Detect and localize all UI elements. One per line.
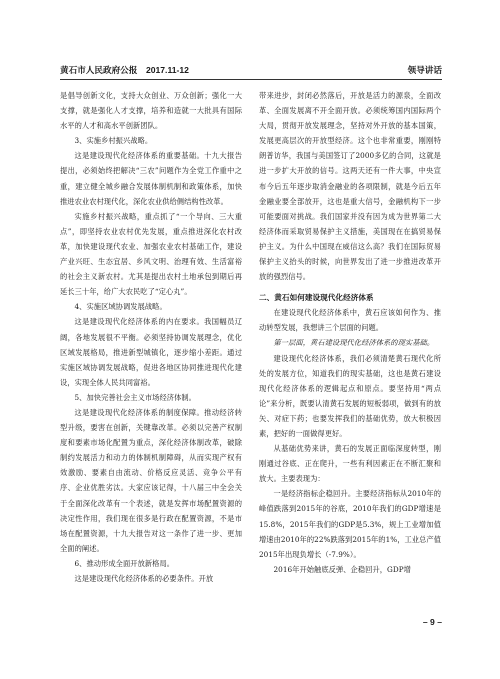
header-rule <box>60 79 442 80</box>
right-column <box>259 88 441 577</box>
section-label: 领导讲话 <box>407 65 442 75</box>
page-header <box>60 64 442 78</box>
paragraph: 这是建设现代化经济体系的重要基础。十九大报告提出，必须始终把解决“三农”问题作为全党工作重中之重，建立健全城乡融合发展体制机制和政策体系，加快推进农业农村现代化，深化农业供给侧结构性改革。 <box>60 151 242 206</box>
paragraph: 建设现代化经济体系，我们必须清楚黄石现代化所处的发展方位，知道我们的现实基础，这也是黄石建设现代化经济体系的逻辑起点和原点。要坚持用“两点论”来分析，既要认清黄石发展的短板弱项，做到有的放矢、对症下药；也要发挥我们的基础优势，放大积极因素，把好的一面做得更好。 <box>259 353 441 438</box>
subsection-heading: 6、推动形成全面开放新格局。 <box>74 558 175 568</box>
page-number: – 9 – <box>422 617 442 627</box>
paragraph: 带来进步，封闭必然落后，开放是活力的源泉，全面改革、全面发展离不开全面开放。必须统筹国内国际两个大局，贯彻开放发展理念，坚持对外开放的基本国策，发展更高层次的开放型经济。这个也非常重要，刚刚特朗普访华，我国与美国签订了2000多亿的合同，这就是进一步扩大开放的信号。这两天还有一件大事，中央宣布今后五年逐步取消金融业的各项限制，就是今后五年金融业要全部放开，这也是重大信号，金融机构下一步可能要面对挑战。我们国家并没有因为成为世界第二大经济体而采取贸易保护主义措施，美国现在在搞贸易保护主义。为什么中国现在威信这么高？我们在国际贸易保护主义抬头的时候，向世界发出了进一步推进改革开放的强烈信号。 <box>259 91 441 282</box>
paragraph: 在建设现代化经济体系中，黄石应该如何作为、推动转型发展，我想讲三个层面的问题。 <box>259 308 441 333</box>
paragraph: 这是建设现代化经济体系的制度保障。推动经济转型升级，要害在创新，关键靠改革。必须以完善产权制度和要素市场化配置为重点，深化经济体制改革，破除制约发展活力和动力的体制机制障碍，从而实现产权有效激励、要素自由流动、价格反应灵活、竞争公平有序、企业优胜劣汰。大家应该记得，十八届三中全会关于全面深化改革有一个表述，就是发挥市场配置资源的决定性作用，我们现在很多是行政在配置资源，不是市场在配置资源，十九大报告对这一条作了进一步、更加全面的阐述。 <box>60 407 242 553</box>
paragraph: 2016年开始触底反弹、企稳回升，GDP增 <box>273 564 411 574</box>
publication-title: 黄石市人民政府公报 2017.11-12 <box>60 65 189 75</box>
section-heading: 二、黄石如何建设现代化经济体系 <box>259 293 374 303</box>
paragraph: 实施乡村振兴战略，重点抓了“一个导向、三大重点”，即坚持农业农村优先发展，重点推进深化农村改革，加快建设现代农业、加强农业农村基础工作，建设产业兴旺、生态宜居、乡风文明、治理有效、生活富裕的社会主义新农村。尤其是提出农村土地承包到期后再延长三十年，给广大农民吃了“定心丸”。 <box>60 211 242 297</box>
subsection-heading: 5、加快完善社会主义市场经济体制。 <box>74 392 196 402</box>
paragraph: 一是经济指标企稳回升。主要经济指标从2010年的峰值跌落到2015年的谷底，2010年我们的GDP增速是15.8%，2015年我们的GDP是5.3%，规上工业增加值增速由2010年的22%跌落到2015年的1%，工业总产值2015年出现负增长（-7.9%）。 <box>259 489 441 559</box>
subsection-heading: 3、实施乡村振兴战略。 <box>74 136 153 146</box>
paragraph: 这是建设现代化经济体系的必要条件。开放 <box>74 574 214 583</box>
left-column <box>60 88 242 586</box>
paragraph: 是倡导创新文化，支持大众创业、万众创新；强化一大支撑，就是强化人才支撑，培养和造就一大批具有国际水平的人才和高水平创新团队。 <box>60 91 242 131</box>
sub-heading: 第一层面，黄石建设现代化经济体系的现实基础。 <box>273 338 435 348</box>
paragraph: 这是建设现代化经济体系的内在要求。我国幅员辽阔，各地发展很不平衡。必须坚持协调发展理念，优化区域发展格局，推进新型城镇化，逐步缩小差距。通过实施区域协调发展战略，促进各地区协同推进现代化建设，实现全体人民共同富裕。 <box>60 317 242 387</box>
paragraph: 从基础优势来讲，黄石的发展正面临深度转型，刚刚通过谷底、正在爬升，一些有利因素正在不断汇聚和放大。主要表现为： <box>259 444 441 484</box>
subsection-heading: 4、实施区域协调发展战略。 <box>74 302 167 312</box>
